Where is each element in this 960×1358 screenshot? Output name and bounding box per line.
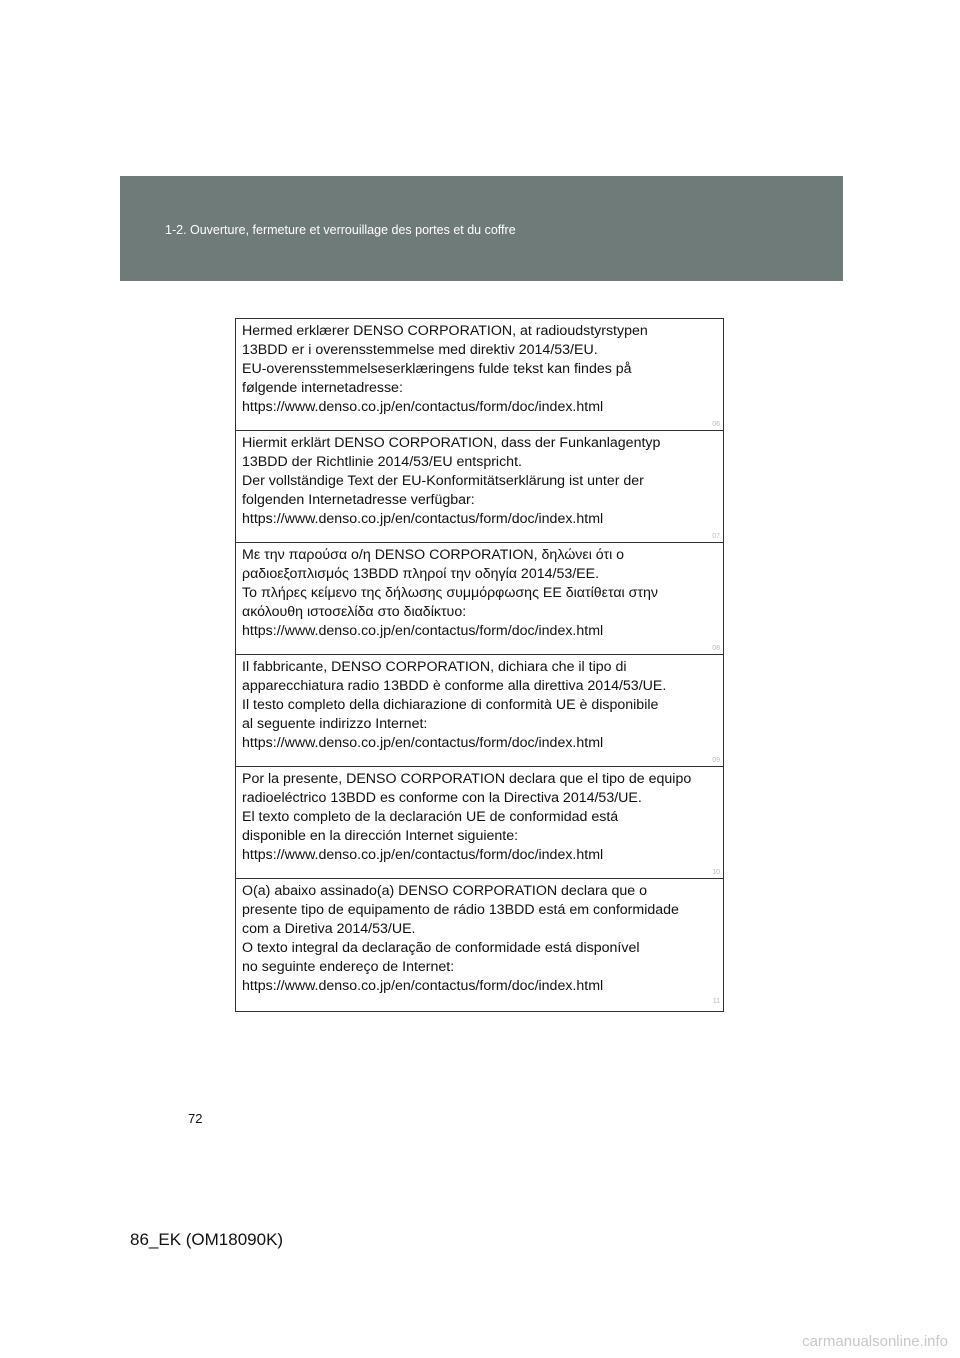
declaration-section — [236, 543, 723, 655]
declaration-line: Hiermit erklärt DENSO CORPORATION, dass der Funkanlagentyp — [242, 435, 661, 451]
declaration-line: folgenden Internetadresse verfügbar: — [242, 492, 475, 508]
declaration-line: apparecchiatura radio 13BDD è conforme alla direttiva 2014/53/UE. — [242, 678, 667, 694]
declaration-section — [236, 879, 723, 1007]
declaration-line: Το πλήρες κείμενο της δήλωσης συμμόρφωσης ΕΕ διατίθεται στην — [242, 585, 658, 601]
declaration-line: O texto integral da declaração de conformidade está disponível — [242, 940, 640, 956]
declaration-line: O(a) abaixo assinado(a) DENSO CORPORATION declara que o — [242, 883, 648, 899]
declaration-line: https://www.denso.co.jp/en/contactus/form/doc/index.html — [242, 847, 604, 863]
watermark-text: carmanualsonline.info — [802, 1333, 948, 1350]
declaration-line: 13BDD er i overensstemmelse med direktiv 2014/53/EU. — [242, 342, 598, 358]
declaration-line: ακόλουθη ιστοσελίδα στο διαδίκτυο: — [242, 604, 467, 620]
section-number: 10 — [712, 869, 720, 876]
declaration-line: al seguente indirizzo Internet: — [242, 716, 428, 732]
declaration-line: https://www.denso.co.jp/en/contactus/form/doc/index.html — [242, 735, 604, 751]
declaration-line: ραδιοεξοπλισμός 13BDD πληροί την οδηγία 2014/53/ΕΕ. — [242, 566, 600, 582]
declaration-line: Hermed erklærer DENSO CORPORATION, at radioudstyrstypen — [242, 323, 648, 339]
section-number: 06 — [712, 421, 720, 428]
declaration-section — [236, 431, 723, 543]
declaration-line: no seguinte endereço de Internet: — [242, 959, 455, 975]
section-number: 08 — [712, 645, 720, 652]
declaration-line: følgende internetadresse: — [242, 380, 403, 396]
declaration-line: https://www.denso.co.jp/en/contactus/form/doc/index.html — [242, 511, 604, 527]
declaration-line: https://www.denso.co.jp/en/contactus/form/doc/index.html — [242, 978, 604, 994]
declarations-box — [235, 318, 724, 1012]
section-number: 07 — [712, 533, 720, 540]
declaration-line: EU-overensstemmelseserklæringens fulde tekst kan findes på — [242, 361, 632, 377]
section-number: 11 — [712, 998, 720, 1005]
declaration-line: Με την παρούσα ο/η DENSO CORPORATION, δηλώνει ότι ο — [242, 547, 625, 563]
declaration-line: Il fabbricante, DENSO CORPORATION, dichiara che il tipo di — [242, 659, 627, 675]
declaration-line: 13BDD der Richtlinie 2014/53/EU entspricht. — [242, 454, 522, 470]
chapter-title: 1-2. Ouverture, fermeture et verrouillage des portes et du coffre — [165, 223, 516, 237]
declaration-line: com a Diretiva 2014/53/UE. — [242, 921, 416, 937]
header-bar — [120, 176, 843, 281]
declaration-line: El texto completo de la declaración UE de conformidad está — [242, 809, 619, 825]
declaration-line: presente tipo de equipamento de rádio 13BDD está em conformidade — [242, 902, 679, 918]
declaration-line: Por la presente, DENSO CORPORATION declara que el tipo de equipo — [242, 771, 692, 787]
declaration-line: https://www.denso.co.jp/en/contactus/form/doc/index.html — [242, 399, 604, 415]
declaration-line: radioeléctrico 13BDD es conforme con la Directiva 2014/53/UE. — [242, 790, 642, 806]
section-number: 09 — [712, 757, 720, 764]
declaration-section — [236, 655, 723, 767]
declaration-section — [236, 319, 723, 431]
declaration-section — [236, 767, 723, 879]
page-number: 72 — [188, 1111, 203, 1126]
declaration-line: https://www.denso.co.jp/en/contactus/form/doc/index.html — [242, 623, 604, 639]
declaration-line: Der vollständige Text der EU-Konformitätserklärung ist unter der — [242, 473, 644, 489]
declaration-line: Il testo completo della dichiarazione di conformità UE è disponibile — [242, 697, 659, 713]
declaration-line: disponible en la dirección Internet siguiente: — [242, 828, 519, 844]
document-code: 86_EK (OM18090K) — [130, 1230, 284, 1249]
